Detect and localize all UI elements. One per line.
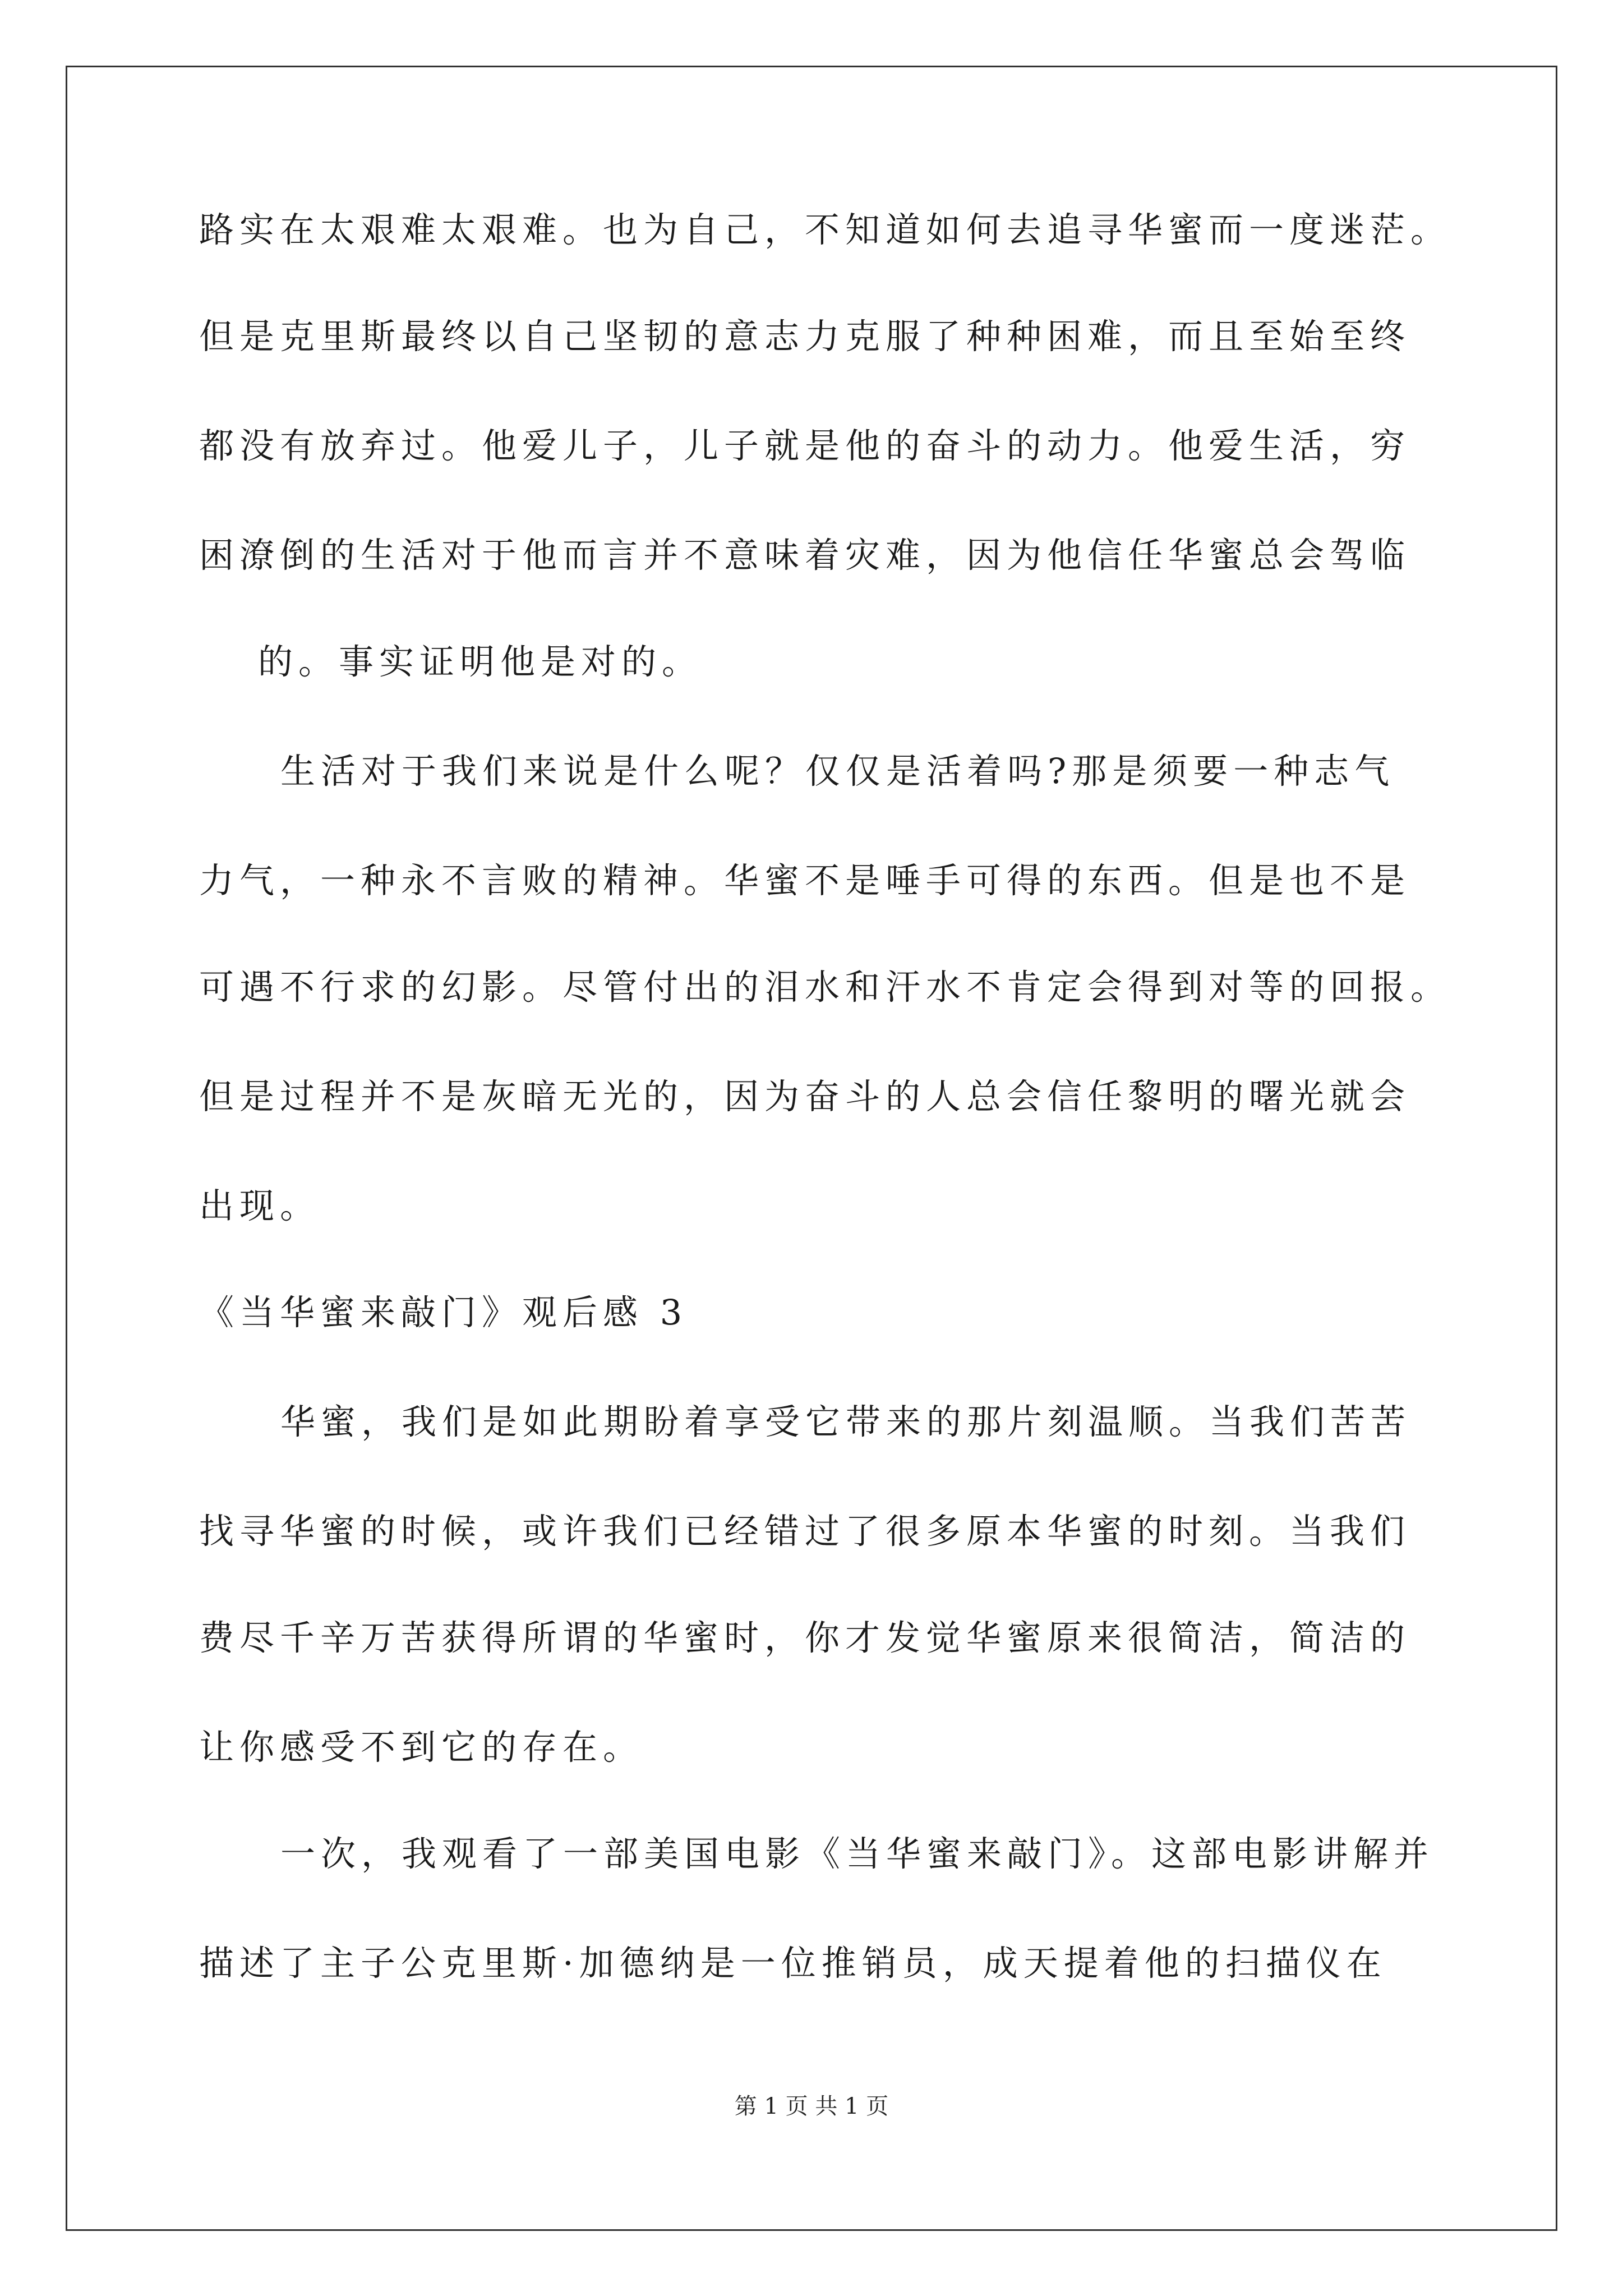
text-line-15: 让你感受不到它的存在。 — [199, 1727, 644, 1768]
page-footer: 第 1 页 共 1 页 — [734, 2093, 889, 2119]
text-line-5: 的。事实证明他是对的。 — [258, 641, 703, 682]
page-border — [66, 66, 1557, 2231]
text-line-6: 生活对于我们来说是什么呢？仅仅是活着吗?那是须要一种志气 — [280, 751, 1395, 792]
text-line-2: 但是克里斯最终以自己坚韧的意志力克服了种种困难，而且至始至终 — [199, 316, 1411, 357]
text-line-7: 力气，一种永不言败的精神。华蜜不是唾手可得的东西。但是也不是 — [199, 860, 1411, 901]
text-line-12: 华蜜，我们是如此期盼着享受它带来的那片刻温顺。当我们苦苦 — [280, 1401, 1412, 1442]
text-line-4: 困潦倒的生活对于他而言并不意味着灾难，因为他信任华蜜总会驾临 — [199, 535, 1411, 576]
text-line-1: 路实在太艰难太艰难。也为自己，不知道如何去追寻华蜜而一度迷茫。 — [199, 209, 1451, 250]
text-line-13: 找寻华蜜的时候，或许我们已经错过了很多原本华蜜的时刻。当我们 — [199, 1511, 1411, 1552]
text-line-10: 出现。 — [199, 1185, 321, 1226]
text-line-16: 一次，我观看了一部美国电影《当华蜜来敲门》。这部电影讲解并 — [280, 1833, 1435, 1874]
text-line-9: 但是过程并不是灰暗无光的，因为奋斗的人总会信任黎明的曙光就会 — [199, 1076, 1411, 1117]
text-line-3: 都没有放弃过。他爱儿子，儿子就是他的奋斗的动力。他爱生活，穷 — [199, 425, 1411, 466]
text-line-17: 描述了主子公克里斯·加德纳是一位推销员，成天提着他的扫描仪在 — [199, 1943, 1387, 1984]
text-line-8: 可遇不行求的幻影。尽管付出的泪水和汗水不肯定会得到对等的回报。 — [199, 967, 1451, 1007]
section-heading: 《当华蜜来敲门》观后感 3 — [199, 1292, 688, 1333]
text-line-14: 费尽千辛万苦获得所谓的华蜜时，你才发觉华蜜原来很简洁，简洁的 — [199, 1617, 1411, 1658]
